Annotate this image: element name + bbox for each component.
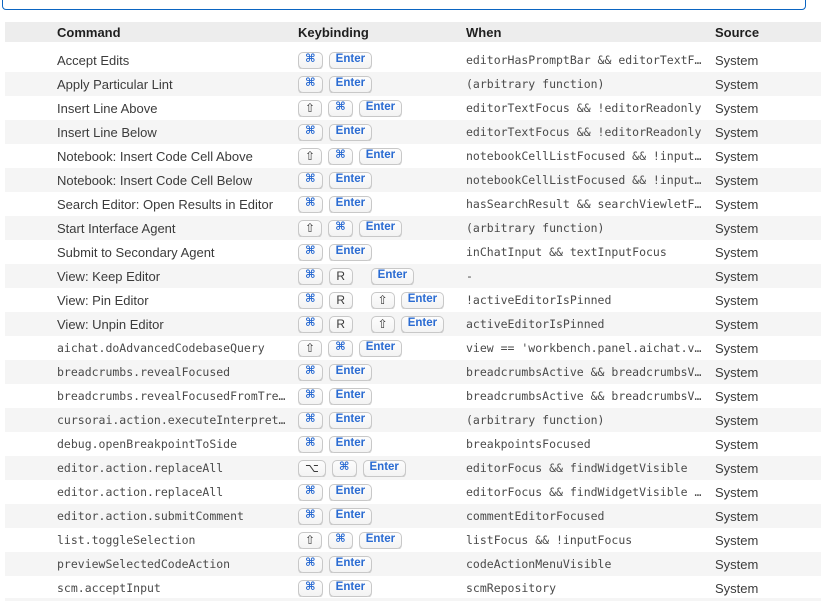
keybinding-row[interactable] — [5, 168, 821, 192]
enter-key: Enter — [359, 340, 402, 357]
enter-key: Enter — [359, 220, 402, 237]
command-cell: View: Pin Editor — [57, 292, 149, 308]
keybinding-row[interactable] — [5, 72, 821, 96]
source-cell: System — [715, 340, 759, 356]
key-chord-group — [298, 484, 378, 501]
keybinding-row[interactable] — [5, 456, 821, 480]
enter-key: Enter — [363, 460, 406, 477]
when-cell: scmRepository — [466, 581, 557, 595]
keybinding-row[interactable] — [5, 288, 821, 312]
when-cell: listFocus && !inputFocus — [466, 533, 633, 547]
key-chord-group — [298, 124, 378, 141]
enter-key: Enter — [359, 532, 402, 549]
key-chord-group — [298, 316, 359, 333]
command-cell: breadcrumbs.revealFocused — [57, 365, 231, 379]
enter-key: Enter — [329, 484, 372, 501]
source-cell: System — [715, 124, 759, 140]
enter-key: Enter — [329, 124, 372, 141]
keybinding-cell — [298, 532, 466, 549]
when-cell: (arbitrary function) — [466, 413, 605, 427]
command-cell: Notebook: Insert Code Cell Above — [57, 148, 253, 164]
command-cell: Accept Edits — [57, 52, 130, 68]
source-cell: System — [715, 436, 759, 452]
key-chord-group — [298, 172, 378, 189]
source-cell: System — [715, 580, 759, 596]
command-key-icon: ⌘ — [328, 340, 353, 357]
shift-key-icon: ⇧ — [298, 340, 322, 357]
source-cell: System — [715, 412, 759, 428]
r-key: R — [329, 316, 353, 333]
column-header-command: Command — [57, 24, 121, 40]
command-cell: View: Keep Editor — [57, 268, 161, 284]
source-cell: System — [715, 148, 759, 164]
key-chord-group — [371, 316, 450, 333]
keybinding-cell — [298, 268, 466, 285]
keybinding-row[interactable] — [5, 504, 821, 528]
command-cell: cursorai.action.executeInterpret… — [57, 413, 286, 427]
column-header-source: Source — [715, 24, 760, 40]
command-cell: previewSelectedCodeAction — [57, 557, 231, 571]
keybinding-cell — [298, 124, 466, 141]
command-key-icon: ⌘ — [298, 484, 323, 501]
key-chord-group — [298, 580, 378, 597]
enter-key: Enter — [329, 196, 372, 213]
source-cell: System — [715, 508, 759, 524]
command-cell: scm.acceptInput — [57, 581, 161, 595]
source-cell: System — [715, 292, 759, 308]
enter-key: Enter — [329, 76, 372, 93]
enter-key: Enter — [359, 100, 402, 117]
shift-key-icon: ⇧ — [298, 148, 322, 165]
source-cell: System — [715, 244, 759, 260]
shift-key-icon: ⇧ — [371, 316, 395, 333]
key-chord-group — [298, 148, 408, 165]
keybindings-table — [0, 22, 821, 600]
source-cell: System — [715, 100, 759, 116]
enter-key: Enter — [329, 172, 372, 189]
command-key-icon: ⌘ — [298, 580, 323, 597]
keybinding-cell — [298, 388, 466, 405]
key-chord-group — [298, 364, 378, 381]
key-chord-group — [298, 52, 378, 69]
command-key-icon: ⌘ — [298, 76, 323, 93]
command-key-icon: ⌘ — [298, 364, 323, 381]
enter-key: Enter — [329, 52, 372, 69]
source-cell: System — [715, 388, 759, 404]
key-chord-group — [298, 556, 378, 573]
keybinding-row[interactable] — [5, 312, 821, 336]
command-key-icon: ⌘ — [298, 244, 323, 261]
table-body — [0, 48, 821, 600]
command-key-icon: ⌘ — [328, 148, 353, 165]
source-cell: System — [715, 52, 759, 68]
command-key-icon: ⌘ — [298, 508, 323, 525]
source-cell: System — [715, 484, 759, 500]
keybinding-cell — [298, 292, 466, 309]
when-cell: activeEditorIsPinned — [466, 317, 605, 331]
when-cell: notebookCellListFocused && !input… — [466, 149, 702, 163]
r-key: R — [329, 292, 353, 309]
command-cell: Apply Particular Lint — [57, 76, 173, 92]
command-key-icon: ⌘ — [328, 220, 353, 237]
source-cell: System — [715, 460, 759, 476]
when-cell: editorHasPromptBar && editorTextF… — [466, 53, 702, 67]
keybinding-row[interactable] — [5, 96, 821, 120]
keybinding-cell — [298, 556, 466, 573]
keybinding-cell — [298, 244, 466, 261]
when-cell: !activeEditorIsPinned — [466, 293, 612, 307]
source-cell: System — [715, 76, 759, 92]
shift-key-icon: ⇧ — [298, 220, 322, 237]
when-cell: hasSearchResult && searchViewletF… — [466, 197, 702, 211]
column-header-keybinding: Keybinding — [298, 24, 369, 40]
when-cell: inChatInput && textInputFocus — [466, 245, 667, 259]
key-chord-group — [298, 532, 408, 549]
keybinding-cell — [298, 460, 466, 477]
command-cell: debug.openBreakpointToSide — [57, 437, 238, 451]
enter-key: Enter — [371, 268, 414, 285]
when-cell: (arbitrary function) — [466, 221, 605, 235]
keybinding-cell — [298, 52, 466, 69]
keybinding-cell — [298, 340, 466, 357]
keybinding-cell — [298, 316, 466, 333]
key-chord-group — [298, 460, 412, 477]
enter-key: Enter — [329, 436, 372, 453]
command-cell: Insert Line Below — [57, 124, 157, 140]
keybinding-row[interactable] — [5, 144, 821, 168]
keybinding-cell — [298, 148, 466, 165]
source-cell: System — [715, 196, 759, 212]
when-cell: notebookCellListFocused && !input… — [466, 173, 702, 187]
enter-key: Enter — [329, 244, 372, 261]
command-key-icon: ⌘ — [298, 52, 323, 69]
when-cell: (arbitrary function) — [466, 77, 605, 91]
keybinding-cell — [298, 364, 466, 381]
keybinding-row[interactable] — [5, 192, 821, 216]
command-key-icon: ⌘ — [328, 100, 353, 117]
keybinding-row[interactable] — [5, 576, 821, 600]
source-cell: System — [715, 532, 759, 548]
key-chord-group — [371, 292, 450, 309]
keybinding-row[interactable] — [5, 240, 821, 264]
enter-key: Enter — [329, 388, 372, 405]
keybindings-search-input[interactable] — [2, 0, 806, 10]
key-chord-group — [298, 100, 408, 117]
source-cell: System — [715, 268, 759, 284]
key-chord-group — [371, 268, 420, 285]
command-cell: editor.action.replaceAll — [57, 485, 224, 499]
key-chord-group — [298, 76, 378, 93]
enter-key: Enter — [329, 580, 372, 597]
source-cell: System — [715, 220, 759, 236]
command-key-icon: ⌘ — [298, 436, 323, 453]
enter-key: Enter — [329, 364, 372, 381]
keybinding-cell — [298, 220, 466, 237]
enter-key: Enter — [329, 556, 372, 573]
command-key-icon: ⌘ — [298, 172, 323, 189]
keybinding-row[interactable] — [5, 216, 821, 240]
key-chord-group — [298, 436, 378, 453]
keybinding-cell — [298, 484, 466, 501]
command-cell: editor.action.replaceAll — [57, 461, 224, 475]
option-key-icon: ⌥ — [298, 460, 326, 477]
command-key-icon: ⌘ — [298, 292, 323, 309]
command-key-icon: ⌘ — [298, 124, 323, 141]
command-key-icon: ⌘ — [328, 532, 353, 549]
command-key-icon: ⌘ — [298, 556, 323, 573]
command-key-icon: ⌘ — [298, 268, 323, 285]
command-cell: breadcrumbs.revealFocusedFromTre… — [57, 389, 286, 403]
key-chord-group — [298, 340, 408, 357]
keybinding-row[interactable] — [5, 120, 821, 144]
keybinding-cell — [298, 508, 466, 525]
enter-key: Enter — [329, 412, 372, 429]
command-cell: Submit to Secondary Agent — [57, 244, 215, 260]
keybinding-row[interactable] — [5, 336, 821, 360]
shift-key-icon: ⇧ — [371, 292, 395, 309]
when-cell: editorTextFocus && !editorReadonly — [466, 125, 702, 139]
source-cell: System — [715, 364, 759, 380]
when-cell: - — [466, 269, 473, 283]
enter-key: Enter — [401, 292, 444, 309]
keybinding-cell — [298, 436, 466, 453]
source-cell: System — [715, 316, 759, 332]
keybinding-row[interactable] — [5, 384, 821, 408]
source-cell: System — [715, 556, 759, 572]
enter-key: Enter — [359, 148, 402, 165]
command-cell: Insert Line Above — [57, 100, 158, 116]
when-cell: editorTextFocus && !editorReadonly — [466, 101, 702, 115]
command-key-icon: ⌘ — [298, 316, 323, 333]
enter-key: Enter — [329, 508, 372, 525]
key-chord-group — [298, 220, 408, 237]
command-cell: View: Unpin Editor — [57, 316, 164, 332]
keybinding-cell — [298, 412, 466, 429]
key-chord-group — [298, 292, 359, 309]
command-cell: aichat.doAdvancedCodebaseQuery — [57, 341, 265, 355]
key-chord-group — [298, 412, 378, 429]
command-key-icon: ⌘ — [298, 412, 323, 429]
keybinding-cell — [298, 100, 466, 117]
when-cell: commentEditorFocused — [466, 509, 605, 523]
keybinding-row[interactable] — [5, 264, 821, 288]
when-cell: editorFocus && findWidgetVisible — [466, 461, 688, 475]
keybinding-row[interactable] — [5, 480, 821, 504]
when-cell: breakpointsFocused — [466, 437, 591, 451]
command-cell: Search Editor: Open Results in Editor — [57, 196, 274, 212]
keybinding-row[interactable] — [5, 48, 821, 72]
key-chord-group — [298, 388, 378, 405]
keybinding-cell — [298, 580, 466, 597]
when-cell: view == 'workbench.panel.aichat.v… — [466, 341, 702, 355]
command-key-icon: ⌘ — [298, 388, 323, 405]
table-header-row — [5, 22, 821, 42]
keybinding-cell — [298, 172, 466, 189]
shift-key-icon: ⇧ — [298, 532, 322, 549]
keybinding-row[interactable] — [5, 552, 821, 576]
when-cell: editorFocus && findWidgetVisible … — [466, 485, 702, 499]
enter-key: Enter — [401, 316, 444, 333]
command-cell: Start Interface Agent — [57, 220, 176, 236]
shift-key-icon: ⇧ — [298, 100, 322, 117]
column-header-when: When — [466, 24, 502, 40]
command-key-icon: ⌘ — [332, 460, 357, 477]
r-key: R — [329, 268, 353, 285]
command-cell: editor.action.submitComment — [57, 509, 244, 523]
key-chord-group — [298, 268, 359, 285]
command-key-icon: ⌘ — [298, 196, 323, 213]
keybinding-cell — [298, 196, 466, 213]
keybinding-row[interactable] — [5, 528, 821, 552]
keybinding-cell — [298, 76, 466, 93]
key-chord-group — [298, 244, 378, 261]
key-chord-group — [298, 508, 378, 525]
command-cell: list.toggleSelection — [57, 533, 196, 547]
keybinding-row[interactable] — [5, 408, 821, 432]
source-cell: System — [715, 172, 759, 188]
when-cell: codeActionMenuVisible — [466, 557, 612, 571]
when-cell: breadcrumbsActive && breadcrumbsV… — [466, 365, 702, 379]
command-cell: Notebook: Insert Code Cell Below — [57, 172, 253, 188]
key-chord-group — [298, 196, 378, 213]
keybinding-row[interactable] — [5, 432, 821, 456]
when-cell: breadcrumbsActive && breadcrumbsV… — [466, 389, 702, 403]
keybinding-row[interactable] — [5, 360, 821, 384]
